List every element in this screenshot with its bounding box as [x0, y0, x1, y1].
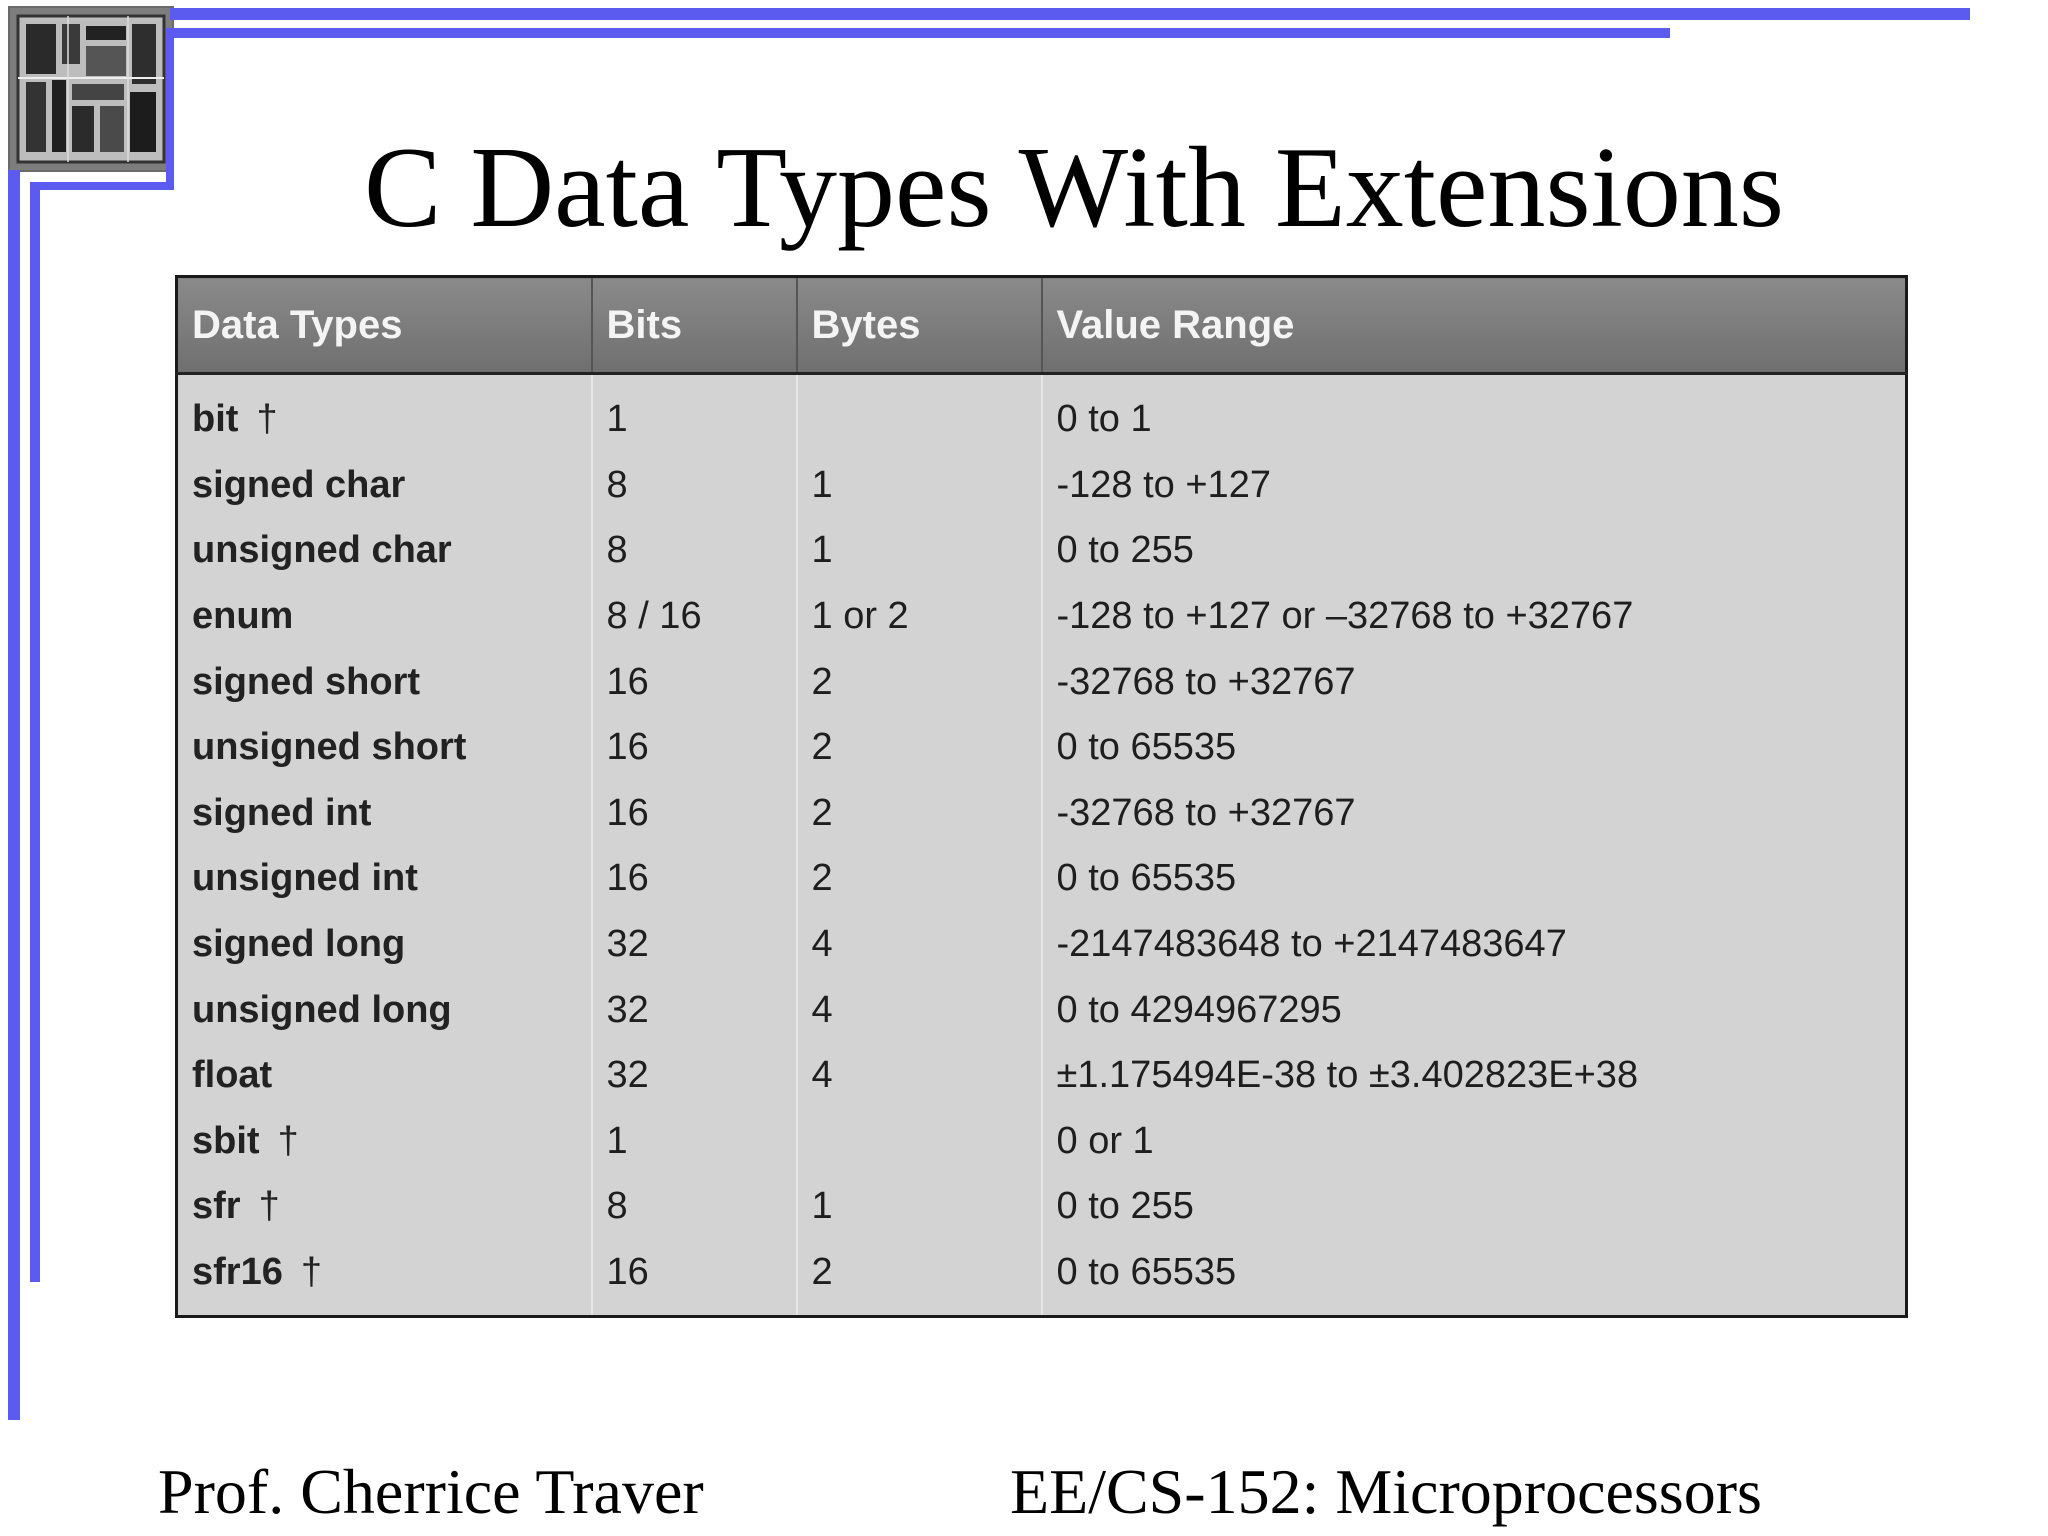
- cell-value-range: -32768 to +32767: [1056, 791, 1356, 834]
- header-data-types: Data Types: [177, 277, 592, 374]
- cell-data-type: [177, 584, 592, 650]
- data-type-label: signed char: [192, 463, 406, 506]
- table-row: [177, 912, 1907, 978]
- table-row: [177, 649, 1907, 715]
- cell-bytes: 2: [797, 846, 1042, 912]
- table-row: [177, 781, 1907, 847]
- cell-bits: 32: [592, 1043, 797, 1109]
- cell-bits: 8: [592, 518, 797, 584]
- cell-data-type: [177, 715, 592, 781]
- table-row: [177, 1240, 1907, 1317]
- data-type-label: float: [192, 1054, 273, 1097]
- cell-bits: 8 / 16: [592, 584, 797, 650]
- cell-data-type: [177, 846, 592, 912]
- cell-data-type: [177, 1109, 592, 1175]
- data-type-label: signed long: [192, 923, 406, 966]
- cell-bits: 32: [592, 977, 797, 1043]
- frame-top-inner-bar: [170, 28, 1670, 38]
- cell-bytes: 2: [797, 781, 1042, 847]
- cell-bytes: [797, 1109, 1042, 1175]
- cell-data-type: [177, 1043, 592, 1109]
- cell-value-range: 0 to 65535: [1056, 726, 1237, 769]
- extension-dagger-mark: †: [277, 1119, 299, 1162]
- cell-value-range: -32768 to +32767: [1056, 660, 1356, 703]
- table-row: [177, 715, 1907, 781]
- cell-bytes: [797, 374, 1042, 453]
- data-type-label: bit: [192, 398, 239, 441]
- data-type-label: signed short: [192, 660, 421, 703]
- cell-bits: 8: [592, 453, 797, 519]
- cell-bytes: 1 or 2: [797, 584, 1042, 650]
- extension-dagger-mark: †: [256, 398, 278, 441]
- cell-bits: 1: [592, 374, 797, 453]
- frame-left-inner-bar: [30, 182, 40, 1282]
- cell-value-range: 0 to 1: [1056, 398, 1152, 441]
- cell-data-type: [177, 453, 592, 519]
- data-type-label: sbit: [192, 1119, 260, 1162]
- cell-bits: 16: [592, 781, 797, 847]
- table-row: [177, 453, 1907, 519]
- cell-bytes: 4: [797, 1043, 1042, 1109]
- cell-value-range: -128 to +127: [1056, 463, 1271, 506]
- table-row: [177, 1043, 1907, 1109]
- header-bytes: Bytes: [797, 277, 1042, 374]
- extension-dagger-mark: †: [300, 1251, 322, 1294]
- table-row: [177, 1174, 1907, 1240]
- cell-bytes: 2: [797, 649, 1042, 715]
- cell-value-range: 0 to 255: [1056, 1185, 1194, 1228]
- cell-data-type: [177, 781, 592, 847]
- cell-value-range: 0 to 65535: [1056, 1251, 1237, 1294]
- cell-data-type: [177, 1174, 592, 1240]
- table-body: [177, 374, 1907, 1317]
- cell-value-range: 0 to 255: [1056, 529, 1194, 572]
- cell-data-type: [177, 649, 592, 715]
- cell-bits: 8: [592, 1174, 797, 1240]
- cell-bits: 16: [592, 649, 797, 715]
- frame-left-outer-bar: [8, 170, 20, 1420]
- data-type-label: signed int: [192, 791, 372, 834]
- footer-course: EE/CS-152: Microprocessors: [1010, 1456, 1762, 1527]
- cell-value-range: 0 or 1: [1056, 1119, 1154, 1162]
- table-row: [177, 846, 1907, 912]
- cell-bits: 32: [592, 912, 797, 978]
- table-row: [177, 518, 1907, 584]
- data-type-label: sfr16: [192, 1251, 283, 1294]
- cell-data-type: [177, 1240, 592, 1317]
- cell-bits: 16: [592, 846, 797, 912]
- cell-bytes: 1: [797, 1174, 1042, 1240]
- data-type-label: unsigned int: [192, 857, 418, 900]
- cell-value-range: 0 to 4294967295: [1056, 988, 1342, 1031]
- footer-professor: Prof. Cherrice Traver: [158, 1456, 704, 1527]
- header-value-range: Value Range: [1042, 277, 1907, 374]
- cell-bytes: 2: [797, 1240, 1042, 1317]
- slide-title: C Data Types With Extensions: [364, 124, 1784, 252]
- table-row: [177, 374, 1907, 453]
- cell-bytes: 1: [797, 453, 1042, 519]
- data-type-label: unsigned long: [192, 988, 452, 1031]
- frame-top-outer-bar: [170, 8, 1970, 20]
- data-type-label: enum: [192, 595, 294, 638]
- cell-bits: 16: [592, 1240, 797, 1317]
- table-header-row: [177, 277, 1907, 374]
- cell-data-type: [177, 374, 592, 453]
- cell-bits: 16: [592, 715, 797, 781]
- data-type-label: unsigned char: [192, 529, 452, 572]
- cell-value-range: -2147483648 to +2147483647: [1056, 923, 1567, 966]
- cell-data-type: [177, 912, 592, 978]
- cell-bytes: 2: [797, 715, 1042, 781]
- cell-value-range: ±1.175494E-38 to ±3.402823E+38: [1056, 1054, 1639, 1097]
- cell-value-range: 0 to 65535: [1056, 857, 1237, 900]
- data-type-label: unsigned short: [192, 726, 467, 769]
- cell-bytes: 1: [797, 518, 1042, 584]
- table-row: [177, 584, 1907, 650]
- table-row: [177, 977, 1907, 1043]
- header-bits: Bits: [592, 277, 797, 374]
- data-types-table: [175, 275, 1908, 1318]
- cell-data-type: [177, 977, 592, 1043]
- extension-dagger-mark: †: [258, 1185, 280, 1228]
- cell-bits: 1: [592, 1109, 797, 1175]
- cell-value-range: -128 to +127 or –32768 to +32767: [1056, 595, 1634, 638]
- table-row: [177, 1109, 1907, 1175]
- cell-data-type: [177, 518, 592, 584]
- cell-bytes: 4: [797, 977, 1042, 1043]
- cell-bytes: 4: [797, 912, 1042, 978]
- data-type-label: sfr: [192, 1185, 241, 1228]
